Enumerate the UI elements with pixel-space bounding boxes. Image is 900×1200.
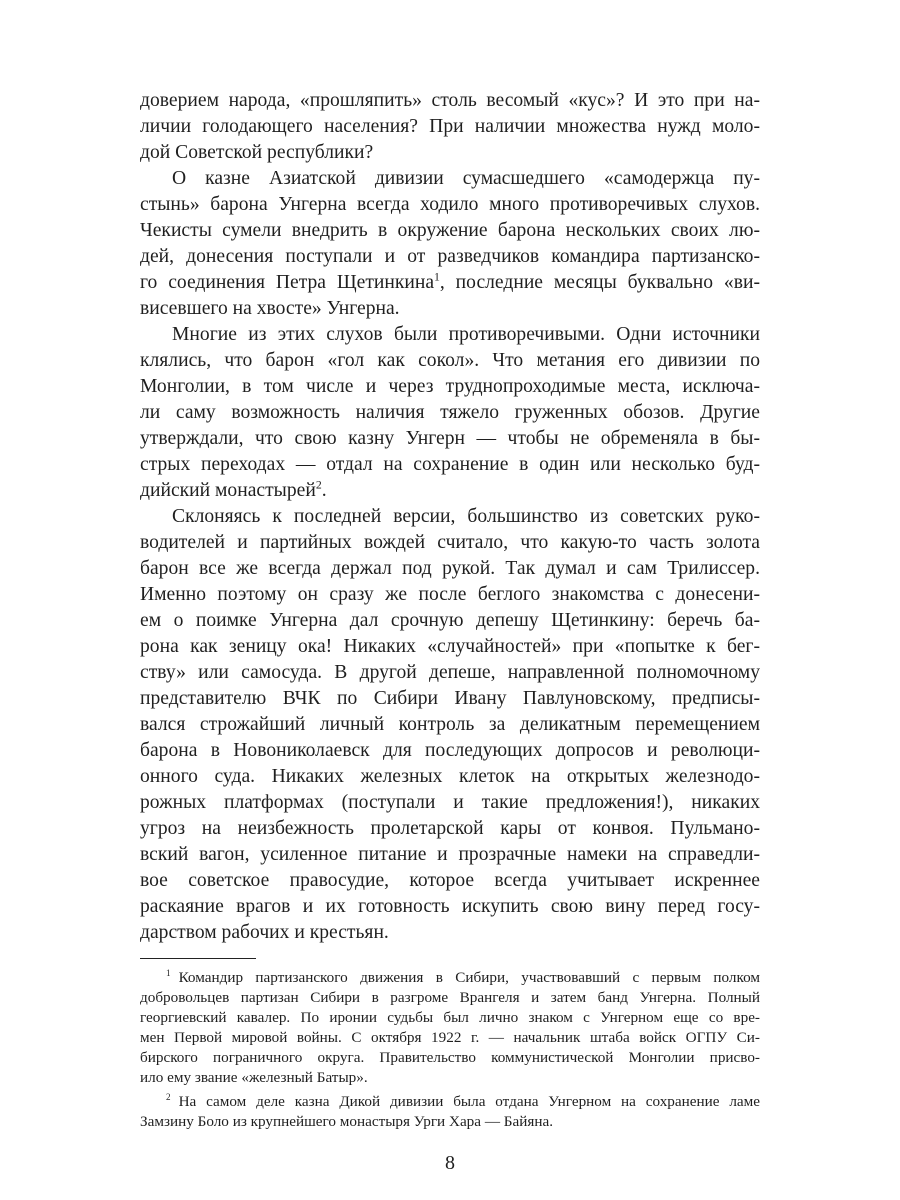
text-line: барона в Новониколаевск для последующих допросов и революци-	[140, 740, 760, 761]
footnote-mark-2: 2	[315, 478, 322, 492]
footnote-line: мен Первой мировой войны. С октября 1922 г. — начальник штаба войск ОГПУ Си-	[140, 1029, 760, 1046]
text-line: личии голодающего населения? При наличии множества нужд моло-	[140, 116, 760, 137]
text-line: Чекисты сумели внедрить в окружение барона нескольких своих лю-	[140, 220, 760, 241]
text-fragment: дийский монастырей	[140, 480, 316, 501]
text-line: вался строжайший личный контроль за деликатным перемещением	[140, 714, 760, 735]
text-line: доверием народа, «прошляпить» столь весомый «кус»? И это при на-	[140, 90, 760, 111]
text-line: ем о поимке Унгерна дал срочную депешу Щетинкину: беречь ба-	[140, 610, 760, 631]
text-line: клялись, что барон «гол как сокол». Что метания его дивизии по	[140, 350, 760, 371]
text-line: водителей и партийных вождей считало, что какую-то часть золота	[140, 532, 760, 553]
footnote-number-2: 2	[166, 1091, 171, 1102]
text-line: Именно поэтому он сразу же после беглого знакомства с донесени-	[140, 584, 760, 605]
text-line: раскаяние врагов и их готовность искупить свою вину перед госу-	[140, 896, 760, 917]
text-line: ли саму возможность наличия тяжело груженных обозов. Другие	[140, 402, 760, 423]
footnote-line: георгиевский кавалер. По иронии судьбы был лично знаком с Унгерном еще со вре-	[140, 1009, 760, 1026]
text-fragment: го соединения Петра Щетинкина	[140, 272, 435, 293]
text-line: онного суда. Никаких железных клеток на открытых железнодо-	[140, 766, 760, 787]
text-fragment: .	[321, 480, 327, 501]
text-line: дей, донесения поступали и от разведчиков командира партизанско-	[140, 246, 760, 267]
footnote-mark-1: 1	[434, 270, 440, 284]
text-line: рожных платформах (поступали и такие предложения!), никаких	[140, 792, 760, 813]
text-line: стынь» барона Унгерна всегда ходило много противоречивых слухов.	[140, 194, 760, 215]
footnote-divider	[140, 958, 256, 959]
text-line: представителю ВЧК по Сибири Ивану Павлуновскому, предписы-	[140, 688, 760, 709]
text-line: вский вагон, усиленное питание и прозрачные намеки на справедли-	[140, 844, 760, 865]
footnote-number-1: 1	[166, 967, 171, 978]
footnote-line: добровольцев партизан Сибири в разгроме Врангеля и затем банд Унгерна. Полный	[140, 989, 760, 1006]
text-fragment: Командир партизанского движения в Сибири, участвовавший с первым полком	[178, 969, 760, 986]
text-line: барон все же всегда держал под рукой. Так думал и сам Трилиссер.	[140, 558, 760, 579]
text-line: утверждали, что свою казну Унгерн — чтобы не обременяла в бы-	[140, 428, 760, 449]
footnote-line: бирского пограничного округа. Правительство коммунистической Монголии присво-	[140, 1049, 760, 1066]
text-fragment: , последние месяцы буквально «ви-	[439, 272, 760, 293]
text-line: ству» или самосуда. В другой депеше, направленной полномочному	[140, 662, 760, 683]
text-line-with-footnote-2	[140, 478, 760, 504]
page-number: 8	[445, 1152, 455, 1174]
paragraph-start-line: Многие из этих слухов были противоречивыми. Одни источники	[172, 324, 760, 345]
text-line: дой Советской республики?	[140, 142, 374, 163]
text-line: угроз на неизбежность пролетарской кары от конвоя. Пульмано-	[140, 818, 760, 839]
paragraph-start-line: О казне Азиатской дивизии сумасшедшего «самодержца пу-	[172, 168, 760, 189]
text-line: висевшего на хвосте» Унгерна.	[140, 298, 400, 319]
footnote-line: Замзину Боло из крупнейшего монастыря Урги Хара — Байяна.	[140, 1113, 554, 1130]
paragraph-start-line: Склоняясь к последней версии, большинство из советских руко-	[172, 506, 760, 527]
text-line: дарством рабочих и крестьян.	[140, 922, 389, 943]
text-line: стрых переходах — отдал на сохранение в один или несколько буд-	[140, 454, 760, 475]
text-line: вое советское правосудие, которое всегда учитывает искреннее	[140, 870, 760, 891]
text-line-with-footnote-1	[140, 270, 760, 296]
footnote-1-line	[166, 968, 760, 988]
text-fragment: На самом деле казна Дикой дивизии была отдана Унгерном на сохранение ламе	[178, 1093, 760, 1110]
text-line: Монголии, в том числе и через труднопроходимые места, исключа-	[140, 376, 760, 397]
footnote-2-line	[166, 1092, 760, 1112]
text-line: рона как зеницу ока! Никаких «случайностей» при «попытке к бег-	[140, 636, 760, 657]
footnote-line: ило ему звание «железный Батыр».	[140, 1069, 368, 1086]
